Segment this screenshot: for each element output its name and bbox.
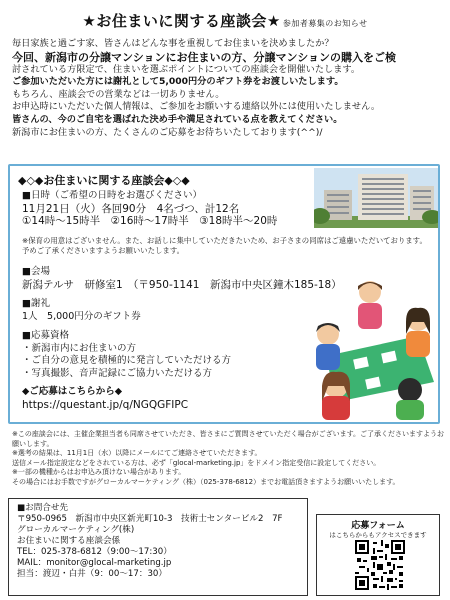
intro-line: 毎日家族と過ごす家、皆さんはどんな事を重視してお住まいを決めましたか？ <box>12 38 334 49</box>
intro-line: もちろん、座談会での営業などは一切ありません。 <box>12 88 225 100</box>
apply-section <box>22 386 188 411</box>
event-info-box <box>8 164 440 424</box>
apply-link[interactable]: https://questant.jp/q/NGQGFIPC <box>22 398 189 411</box>
contact-dept: お住まいに関する座談会係 <box>17 536 121 546</box>
notes-section <box>12 430 445 487</box>
requirements-heading: ■応募資格 <box>22 330 69 341</box>
date-heading: ■日時（ご希望の日時をお選びください） <box>22 190 202 201</box>
childcare-note <box>22 236 427 255</box>
contact-staff: 担当：渡辺・白井（9：00～17：30） <box>17 569 167 579</box>
intro-line: お申込時にいただいた個人情報は、ご参加をお願いする連絡以外には使用いたしません。 <box>12 101 381 113</box>
note-line: 願いします。 <box>12 439 54 448</box>
title-main: ★お住まいに関する座談会★ <box>82 12 281 30</box>
intro-line: 今回、新潟市の分譲マンションにお住まいの方、分譲マンションの購入をご検 <box>12 50 397 64</box>
childcare-note-line: 予めご了承くださいますようお願いいたします。 <box>22 245 185 255</box>
contact-box <box>8 498 308 596</box>
discussion-people-illustration <box>306 278 438 420</box>
date-sessions: ①14時～15時半 ②16時～17時半 ③18時半～20時 <box>22 215 278 227</box>
contact-heading: ■お問合せ先 <box>17 503 69 513</box>
reward-section <box>22 298 141 323</box>
reward-heading: ■謝礼 <box>22 298 50 309</box>
note-line: 送信メール指定設定などをされている方は、必ず「glocal-marketing.jp」をドメイン指定受信に設定してください。 <box>12 458 381 467</box>
contact-mail[interactable]: MAIL：monitor@glocal-marketing.jp <box>17 558 172 568</box>
reward-value: 1人 5,000円分のギフト券 <box>22 310 141 322</box>
childcare-note-line: ※保育の用意はございません。また、お話しに集中していただきたいため、お子さまの同席はご遠慮いただいております。 <box>22 236 427 245</box>
venue-value: 新潟テルサ 研修室1 （〒950-1141 新潟市中央区鐘木185-18） <box>22 278 342 291</box>
note-line: ※選考の結果は、11月1日（水）以降にメールにてご連絡させていただきます。 <box>12 449 262 457</box>
qr-code[interactable] <box>355 540 405 590</box>
apply-heading: ◆ご応募はこちらから◆ <box>22 386 123 397</box>
event-box-title: ◆◇◆お住まいに関する座談会◆◇◆ <box>18 174 190 187</box>
intro-text <box>12 38 440 139</box>
intro-line: 新潟市にお住まいの方、たくさんのご応募をお待ちいたしております(^^)/ <box>12 126 323 138</box>
requirement-item: ・新潟市内にお住まいの方 <box>22 342 137 354</box>
contact-tel: TEL：025-378-6812（9:00～17:30） <box>17 547 172 557</box>
qr-title: 応募フォーム <box>351 521 405 531</box>
page-title <box>0 10 450 31</box>
qr-subtitle: はこちらからもアクセスできます <box>329 531 427 539</box>
title-subtitle: 参加者募集のお知らせ <box>282 19 368 28</box>
date-value: 11月21日（火）各回90分 4名づつ、計12名 <box>22 202 240 215</box>
contact-company: グローカルマーケティング(株) <box>17 525 135 535</box>
note-line: その場合にはお手数ですがグローカルマーケティング（株）（025-378-6812）までお電話頂きますようお願いいたします。 <box>12 477 400 486</box>
requirements-section <box>22 330 231 380</box>
note-line: ※一部の機種からはお申込み頂けない場合があります。 <box>12 468 186 476</box>
intro-line: 皆さんの、今のご自宅を選ばれた決め手や満足されている点を教えてください。 <box>12 113 343 125</box>
contact-address: 〒950-0965 新潟市中央区新光町10-3 技術士センタービル2 7F <box>17 514 283 524</box>
venue-heading: ■会場 <box>22 266 50 277</box>
building-photo <box>314 168 438 228</box>
requirement-item: ・ご自分の意見を積極的に発言していただける方 <box>22 355 232 366</box>
requirement-item: ・写真撮影、音声記録にご協力いただける方 <box>22 367 213 379</box>
date-section <box>22 190 277 228</box>
qr-box <box>316 514 440 596</box>
venue-section <box>22 266 342 291</box>
intro-line: ご参加いただいた方には謝礼として5,000円分のギフト券をお渡しいたします。 <box>12 76 344 88</box>
intro-line: 討されている方限定で、住まいを選ぶポイントについての座談会を開催いたします。 <box>12 63 361 75</box>
note-line: ※この座談会には、主催企業担当者も同席させていただき、皆さまにご質問させていただく場合がございます。ご了承くださいますようお <box>12 430 445 438</box>
